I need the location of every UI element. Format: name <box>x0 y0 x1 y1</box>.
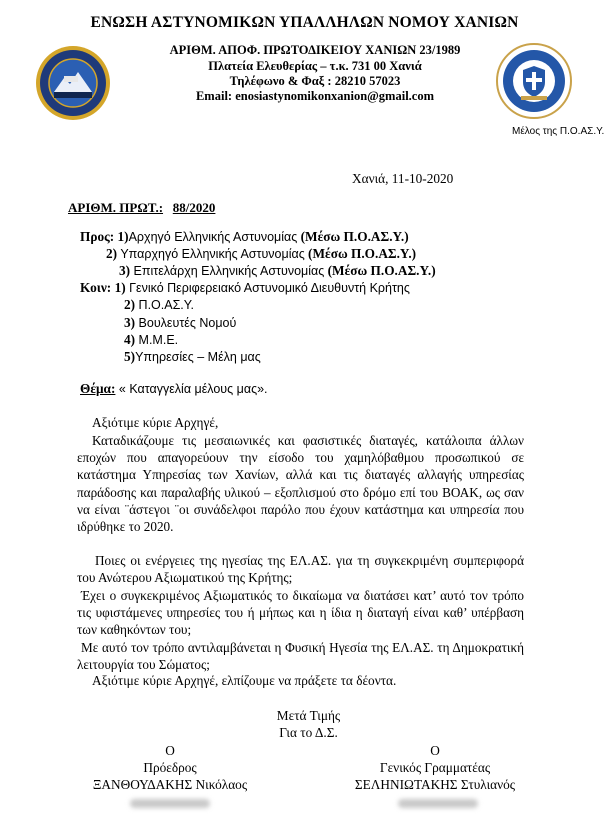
right-article: Ο <box>430 743 440 758</box>
to-label: Προς: <box>80 229 115 244</box>
poasy-logo-right <box>495 42 573 120</box>
to-row-2: 2) Υπαρχηγό Ελληνικής Αστυνομίας (Μέσω Π.Ο.ΑΣ.Υ.) <box>106 246 417 261</box>
email-line: Email: enosiastynomikonxanion@gmail.com <box>195 89 435 103</box>
left-role: Πρόεδρος <box>143 760 197 775</box>
union-logo-left <box>34 44 112 122</box>
cc-label: Κοιν: <box>80 280 112 295</box>
protocol-number: 88/2020 <box>172 200 216 215</box>
phone-line: Τηλέφωνο & Φαξ : 28210 57023 <box>229 74 401 88</box>
subject-label: Θέμα: <box>80 381 116 396</box>
cc-row-1: Κοιν: 1) Γενικό Περιφερειακό Αστυνομικό Διευθυντή Κρήτης <box>80 280 410 295</box>
org-title: ΕΝΩΣΗ ΑΣΤΥΝΟΜΙΚΩΝ ΥΠΑΛΛΗΛΩΝ ΝΟΜΟΥ ΧΑΝΙΩΝ <box>90 14 519 31</box>
right-name: ΣΕΛΗΝΙΩΤΑΚΗΣ Στυλιανός <box>354 777 516 792</box>
cc-row-3: 3) Βουλευτές Νομού <box>124 315 237 330</box>
right-role: Γενικός Γραμματέας <box>379 760 491 775</box>
logo-building <box>64 76 78 82</box>
cc-row-4: 4) Μ.Μ.Ε. <box>124 332 179 347</box>
address-line: Πλατεία Ελευθερίας – τ.κ. 731 00 Χανιά <box>208 59 422 73</box>
protocol-row <box>68 200 215 216</box>
logo-base <box>54 92 92 98</box>
to-row-1: Προς: 1)Αρχηγό Ελληνικής Αστυνομίας (Μέσω Π.Ο.ΑΣ.Υ.) <box>80 229 409 244</box>
logo-ribbon <box>521 96 547 100</box>
right-signature-redacted <box>398 799 478 808</box>
paragraph-2: Ποιες οι ενέργειες της ηγεσίας της ΕΛ.ΑΣ. για τη συγκεκριμένη συμπεριφορά του Ανώτερου Αξιωματικού της Κρήτης; <box>77 553 524 586</box>
paragraph-4: Με αυτό τον τρόπο αντιλαμβάνεται η Φυσική Ηγεσία της ΕΛ.ΑΣ. τη Δημοκρατική λειτουργία του Σώματος; <box>77 640 524 673</box>
for-board: Για το Δ.Σ. <box>279 725 338 740</box>
cc-row-5: 5)Υπηρεσίες – Μέλη μας <box>124 349 261 364</box>
closing-line: Αξιότιμε κύριε Αρχηγέ, ελπίζουμε να πράξετε τα δέοντα. <box>92 673 397 688</box>
to-row-3: 3) Επιτελάρχη Ελληνικής Αστυνομίας (Μέσω Π.Ο.ΑΣ.Υ.) <box>119 263 436 278</box>
date: Χανιά, 11-10-2020 <box>352 171 454 186</box>
cc-row-2: 2) Π.Ο.ΑΣ.Υ. <box>124 297 194 312</box>
member-of-label: Μέλος της Π.Ο.ΑΣ.Υ. <box>512 126 605 137</box>
registry-line: ΑΡΙΘΜ. ΑΠΟΦ. ΠΡΩΤΟΔΙΚΕΙΟΥ ΧΑΝΙΩΝ 23/1989 <box>169 43 461 57</box>
paragraph-1: Καταδικάζουμε τις μεσαιωνικές και φασιστικές διαταγές, κατάλοιπα άλλων εποχών που απαγορεύουν την είσοδο του χαμηλόβαθμου προσωπικού σε κατάστημα Υπηρεσίας των Χανίων, αλλά και τις διαταγές αλλαγής υπηρεσίας παράδοσης και παραλαβής υλικού – εξοπλισμού στο δρόμο επί του ΒΟΑΚ, ως σαν να είναι ¨άστεγοι ¨οι συνάδελφοι παρόλο που έχουν κατάστημα και υπηρεσία που ιδρύθηκε το 2020. <box>77 433 524 535</box>
paragraph-3: Έχει ο συγκεκριμένος Αξιωματικός το δικαίωμα να διατάσει κατ’ αυτό τον τρόπο τις υφιστάμενες υπηρεσίες του ή μήπως και η ίδια η διαταγή είναι καθ’ υπέρβαση των καθηκόντων του; <box>77 588 524 638</box>
greeting: Αξιότιμε κύριε Αρχηγέ, <box>92 415 219 430</box>
protocol-label: ΑΡΙΘΜ. ΠΡΩΤ.: <box>68 200 164 215</box>
left-article: Ο <box>165 743 175 758</box>
subject-text: « Καταγγελία μέλους μας». <box>115 382 268 396</box>
left-name: ΞΑΝΘΟΥΔΑΚΗΣ Νικόλαος <box>92 777 248 792</box>
left-signature-redacted <box>130 799 210 808</box>
regards: Μετά Τιμής <box>276 708 341 723</box>
subject <box>80 381 268 397</box>
